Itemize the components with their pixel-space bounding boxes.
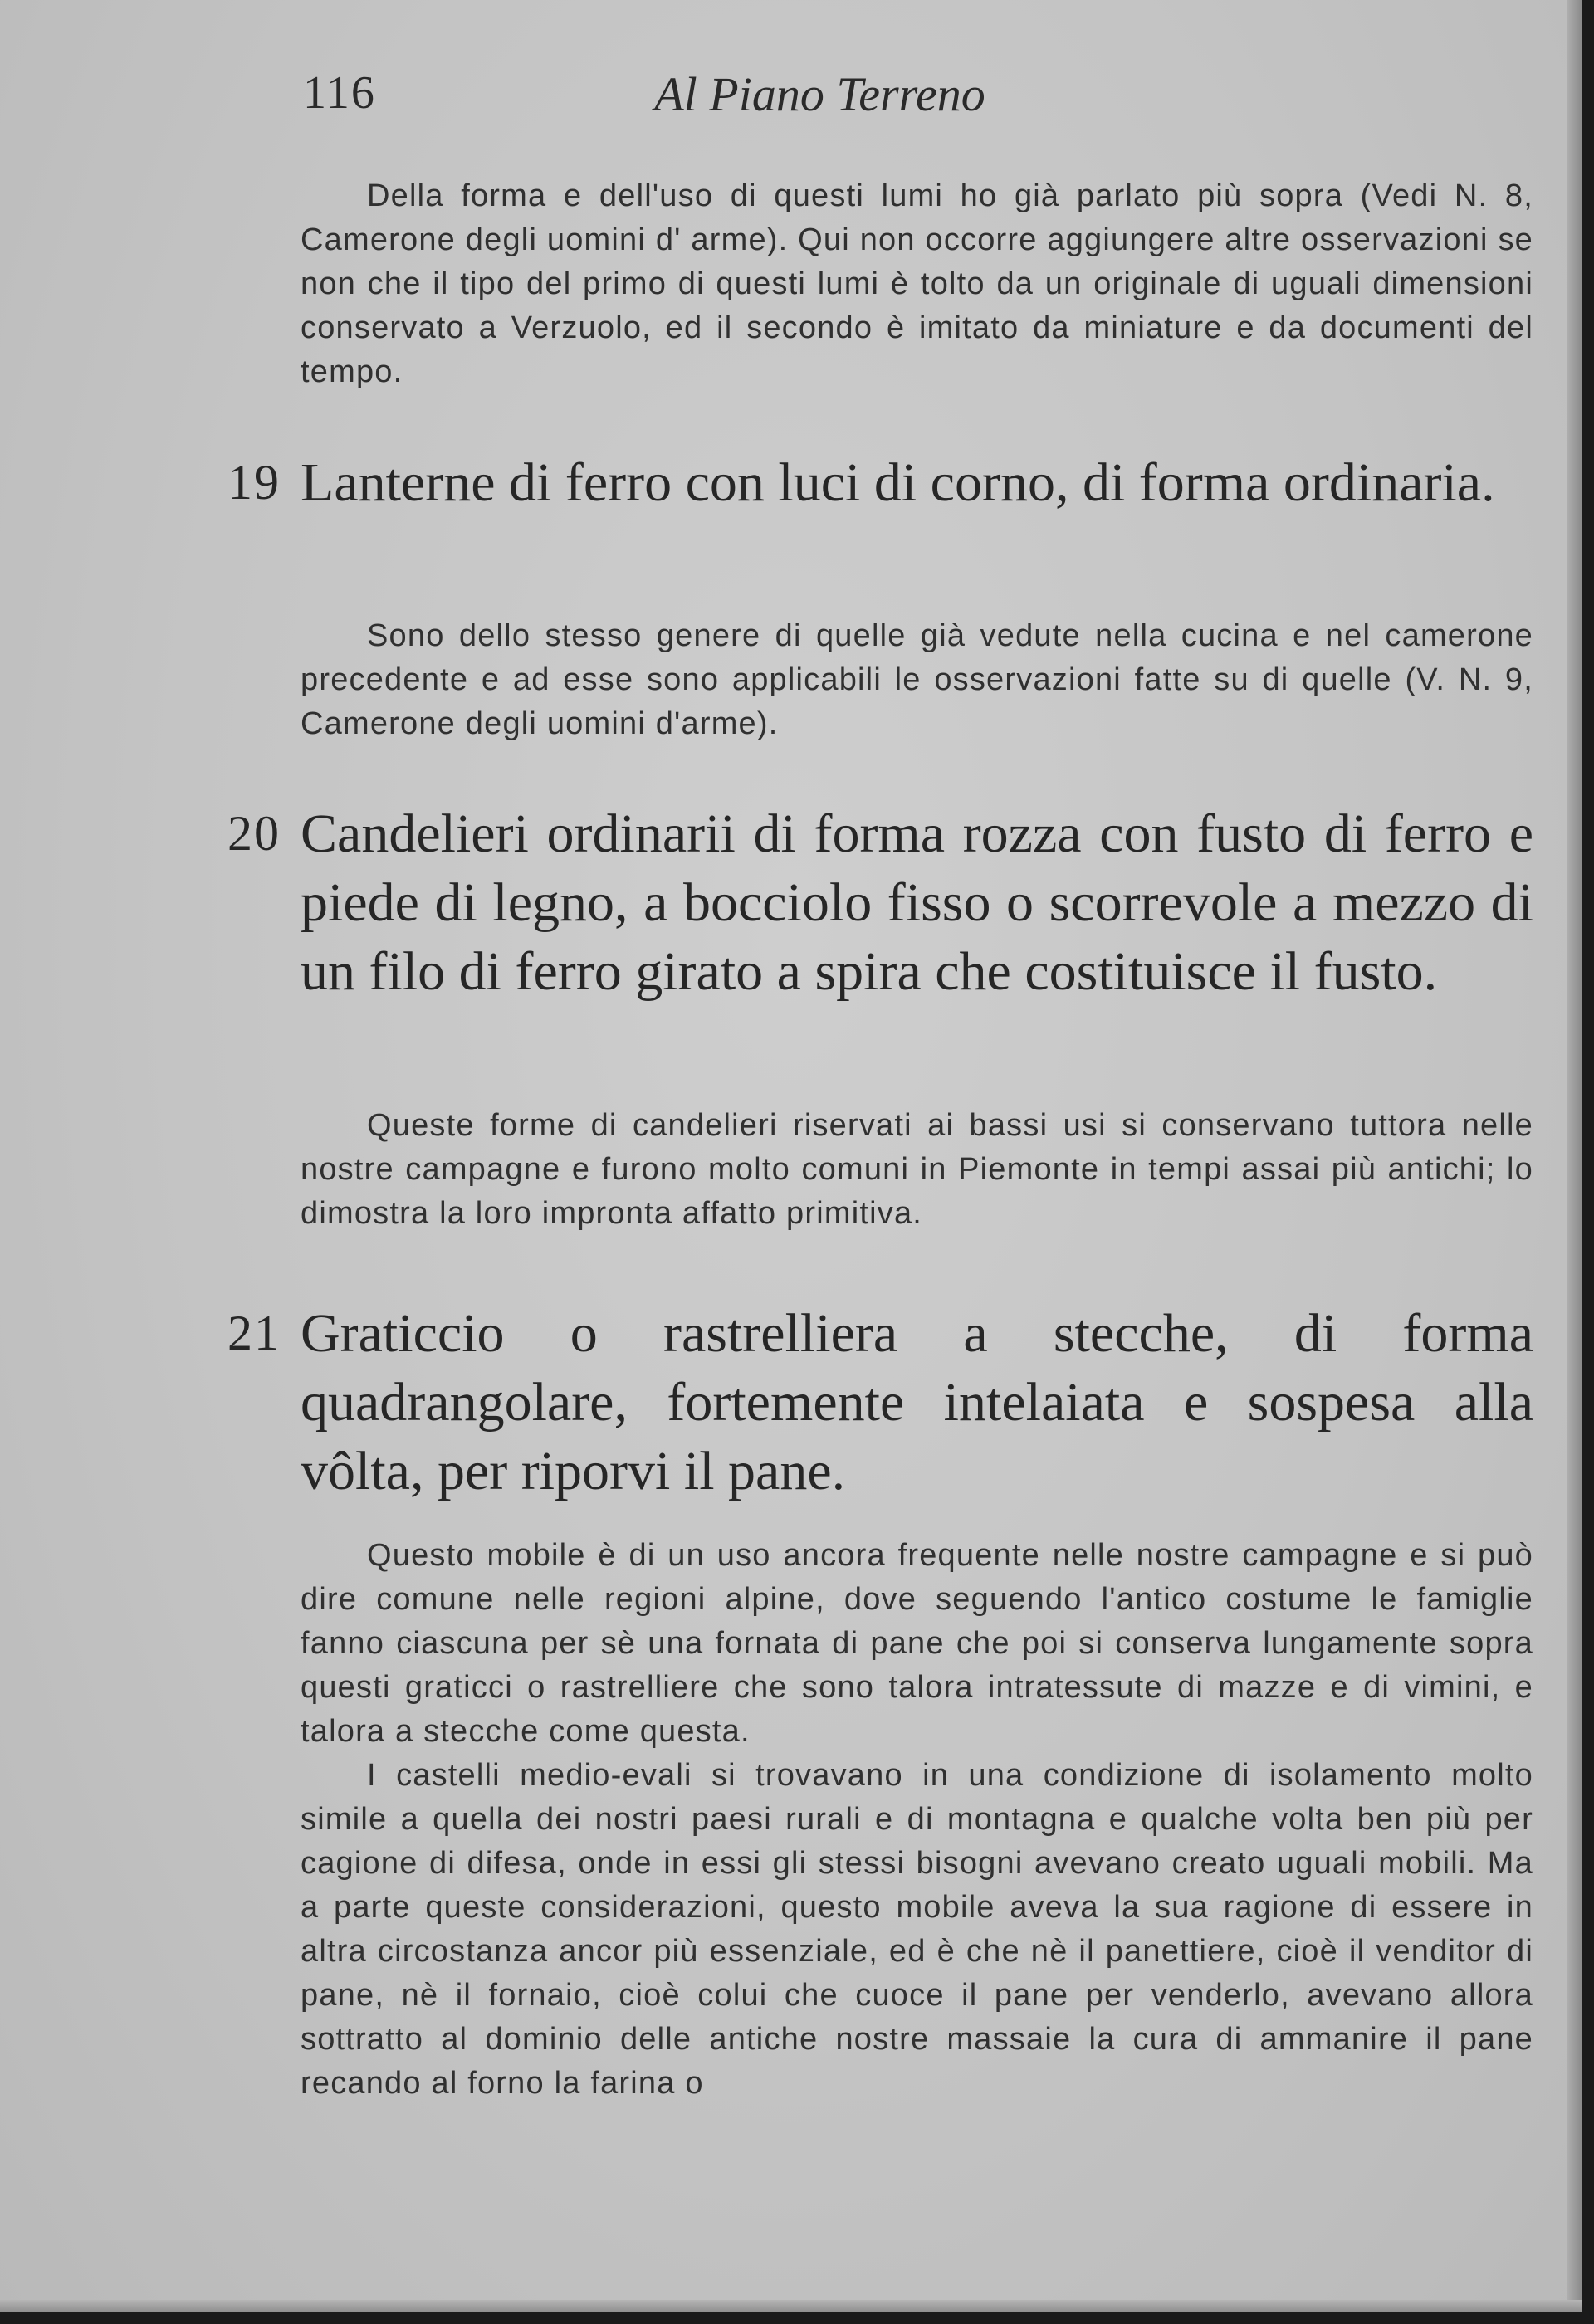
entry-19 [227, 448, 1533, 517]
entry-number: 20 [227, 806, 281, 861]
page-number: 116 [303, 67, 376, 119]
paragraph-graticcio: Questo mobile è di un uso ancora frequente nelle nostre campagne e si può dire comune nelle regioni alpine, dove seguendo l'antico costume le famiglie fanno ciascuna per sè una fornata di pane che poi si conserva lungamente sopra questi graticci o rastrelliere che sono talora intratessute di mazze e di vimini, e talora a stecche come questa. [301, 1538, 1533, 1749]
paragraph-castelli: I castelli medio-evali si trovavano in una condizione di isolamento molto simile a quella dei nostri paesi rurali e di montagna e qualche volta ben più per cagione di difesa, onde in essi gli stessi bisogni avevano creato uguali mobili. Ma a parte queste considerazioni, questo mobile aveva la sua ragione di essere in altra circostanza ancor più essenziale, ed è che nè il panettiere, cioè il venditor di pane, nè il fornaio, cioè colui che cuoce il pane per venderlo, avevano allora sottratto al dominio delle antiche nostre massaie la cura di ammanire il pane recando al forno la farina o [301, 1758, 1533, 2101]
entry-title: Candelieri ordinarii di forma rozza con fusto di ferro e piede di legno, a bocciolo fisso o scorrevole a mezzo di un filo di ferro girato a spira che costituisce il fusto. [301, 803, 1533, 1002]
page-bottom-shadow [0, 2300, 1582, 2312]
entry-number: 19 [227, 455, 281, 510]
page-header [0, 66, 1582, 133]
page-edge-shadow [1567, 0, 1582, 2312]
paragraph-lanterne: Sono dello stesso genere di quelle già vedute nella cucina e nel camerone precedente e ad esse sono applicabili le osservazioni fatte su di quelle (V. N. 9, Camerone degli uomini d'arme). [301, 618, 1533, 741]
entry-number: 21 [227, 1306, 281, 1360]
entry-title: Lanterne di ferro con luci di corno, di forma ordinaria. [301, 452, 1495, 513]
entry-21 [227, 1299, 1533, 1506]
entry-20 [227, 799, 1533, 1006]
paragraph-candelieri: Queste forme di candelieri riservati ai bassi usi si conservano tuttora nelle nostre campagne e furono molto comuni in Piemonte in tempi assai più antichi; lo dimostra la loro impronta affatto primitiva. [301, 1108, 1533, 1231]
running-title: Al Piano Terreno [654, 67, 985, 121]
paragraph-lumi: Della forma e dell'uso di questi lumi ho già parlato più sopra (Vedi N. 8, Camerone degli uomini d' arme). Qui non occorre aggiungere altre osservazioni se non che il tipo del primo di questi lumi è tolto da un originale di uguali dimensioni conservato a Verzuolo, ed il secondo è imitato da miniature e da documenti del tempo. [301, 178, 1533, 389]
entry-title: Graticcio o rastrelliera a stecche, di forma quadrangolare, fortemente intelaiata e sospesa alla vôlta, per riporvi il pane. [301, 1303, 1533, 1501]
